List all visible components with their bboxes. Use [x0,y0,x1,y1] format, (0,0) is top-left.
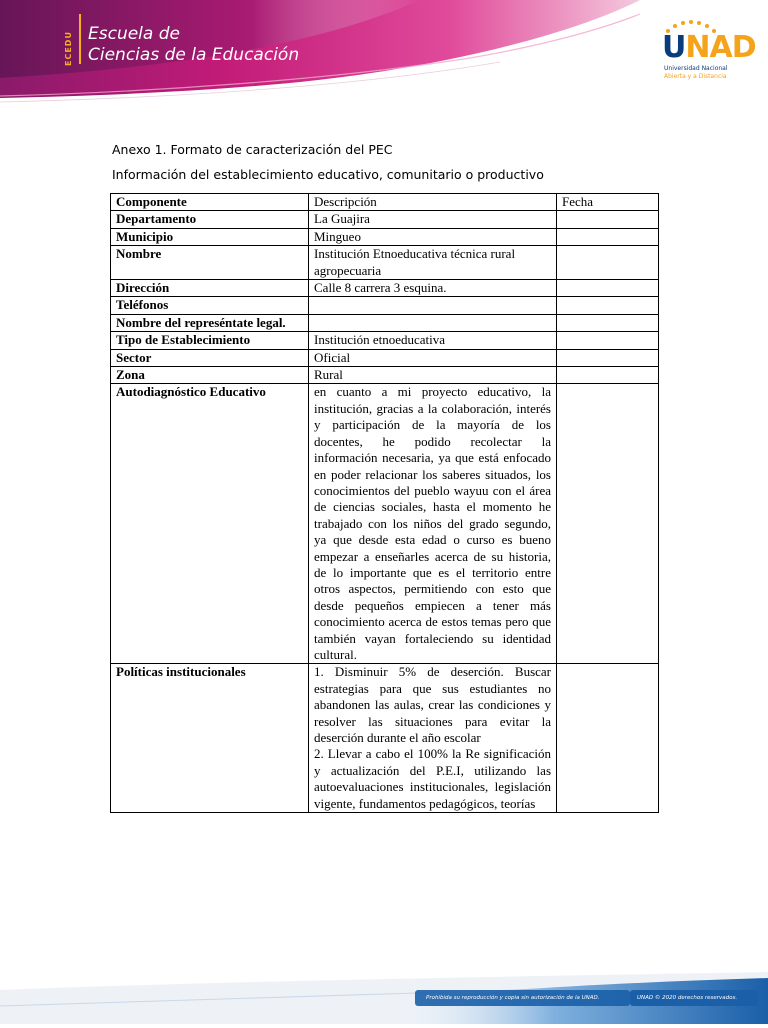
info-title: Información del establecimiento educativo, comunitario o productivo [112,167,544,182]
characterization-table [110,193,659,813]
row-label: Departamento [111,211,309,228]
row-label: Nombre [111,246,309,280]
row-date [557,349,659,366]
row-description: Calle 8 carrera 3 esquina. [309,280,557,297]
row-date [557,314,659,331]
row-description: Institución etnoeducativa [309,332,557,349]
row-label: Tipo de Establecimiento [111,332,309,349]
row-description: Institución Etnoeducativa técnica rural agropecuaria [309,246,557,280]
row-label: Políticas institucionales [111,664,309,813]
unad-logo [662,20,756,84]
page-header [0,0,768,110]
row-label: Municipio [111,228,309,245]
row-date [557,297,659,314]
row-label: Sector [111,349,309,366]
table-row [111,314,659,331]
header-description: Descripción [309,194,557,211]
row-date [557,664,659,813]
row-date [557,367,659,384]
ecedu-vertical-label: ECEDU [64,31,73,66]
annex-title: Anexo 1. Formato de caracterización del PEC [112,142,393,157]
logo-wordmark: UNAD [662,30,756,65]
row-description: Oficial [309,349,557,366]
row-date [557,384,659,664]
row-date [557,211,659,228]
row-description: Mingueo [309,228,557,245]
table-header-row [111,194,659,211]
logo-subtitle-line1: Universidad Nacional [664,65,728,72]
row-date [557,228,659,245]
brand-divider [79,14,81,64]
school-name [88,24,299,66]
table-row [111,332,659,349]
row-label: Zona [111,367,309,384]
policy-item-1: 1. Disminuir 5% de deserción. Buscar estrategias para que sus estudiantes no abandonen las aulas, crear las condiciones y resolver las situaciones para evitar la deserción durante el año escolar [314,664,551,745]
row-label: Autodiagnóstico Educativo [111,384,309,664]
row-description: en cuanto a mi proyecto educativo, la institución, gracias a la colaboración, interés y participación de la mayoría de los docentes, he podido recolectar la información necesaria, ya que está enfocado en poder relacionar los saberes situados, los conocimientos del pueblo wayuu con el área de ciencias sociales, hasta el momento he trabajado con los niños del grado segundo, ya que desde esta edad o curso es bueno empezar a enseñarles acerca de su historia, de lo importante que es el territorio entre otros aspectos, permitiendo con esto que desde pequeños empiecen a tener más conocimiento acerca de estos temas pero que también vayan fortaleciendo su identidad cultural. [309,384,557,664]
row-date [557,246,659,280]
table-row [111,280,659,297]
table-row [111,664,659,813]
school-name-line1: Escuela de [88,24,180,44]
table-row [111,384,659,664]
footer-note: Prohibida su reproducción y copia sin autorización de la UNAD. [426,995,600,1001]
row-date [557,280,659,297]
table-row [111,349,659,366]
row-description: Rural [309,367,557,384]
footer-copyright: UNAD © 2020 derechos reservados. [637,995,738,1001]
table-row [111,367,659,384]
row-date [557,332,659,349]
row-label: Teléfonos [111,297,309,314]
row-description [309,297,557,314]
header-component: Componente [111,194,309,211]
table-row [111,228,659,245]
table-row [111,246,659,280]
policy-item-2: 2. Llevar a cabo el 100% la Re significación y actualización del P.E.I, utilizando las autoevaluaciones institucionales, legislación vigente, fundamentos pedagógicos, teorías [314,746,551,811]
table-row [111,297,659,314]
table-row [111,211,659,228]
row-description [309,664,557,813]
header-date: Fecha [557,194,659,211]
row-description: La Guajira [309,211,557,228]
row-label: Nombre del represéntate legal. [111,314,309,331]
logo-subtitle-line2: Abierta y a Distancia [664,73,727,80]
school-name-line2: Ciencias de la Educación [88,45,300,65]
row-description [309,314,557,331]
row-label: Dirección [111,280,309,297]
